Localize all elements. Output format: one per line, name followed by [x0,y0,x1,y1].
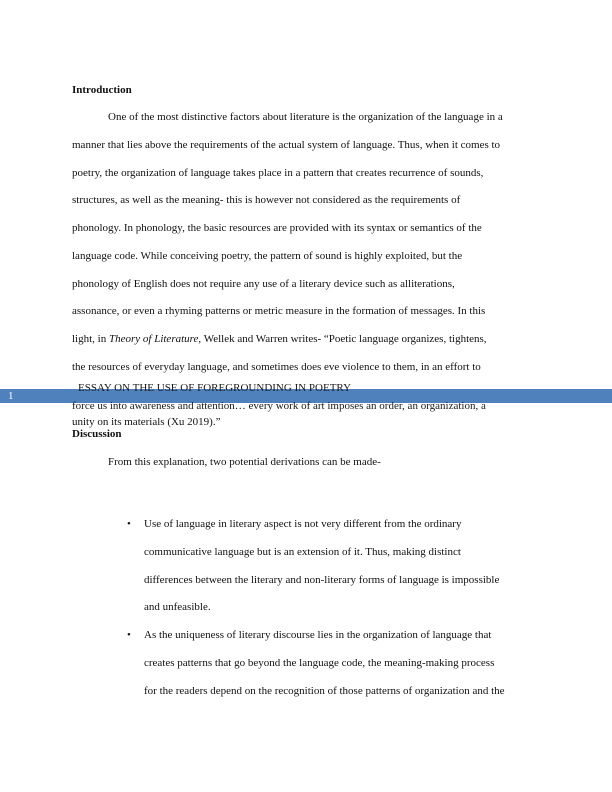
intro-line-11: force us into awareness and attention… every work of art imposes an order, an organization, a [72,400,486,412]
running-head: ESSAY ON THE USE OF FOREGROUNDING IN POETRY [78,382,352,394]
intro-line-1: One of the most distinctive factors about literature is the organization of the language in a [108,111,503,123]
intro-line-7: phonology of English does not require any use of a literary device such as alliterations, [72,278,455,290]
intro-line-4: structures, as well as the meaning- this is however not considered as the requirements of [72,194,461,206]
intro-line-12: unity on its materials (Xu 2019).” [72,416,221,428]
intro-line-2: manner that lies above the requirements of the actual system of language. Thus, when it comes to [72,139,501,151]
bullet-1-dot: • [127,518,131,530]
introduction-heading: Introduction [72,84,132,96]
intro-line-9 [72,333,487,346]
bullet-2-line-1: As the uniqueness of literary discourse lies in the organization of language that [144,629,492,641]
book-title: Theory of Literature [108,333,199,345]
bullet-2-line-3: for the readers depend on the recognition of those patterns of organization and the [144,685,505,697]
intro-line-6: language code. While conceiving poetry, the pattern of sound is highly exploited, but the [72,250,463,262]
intro-line-5: phonology. In phonology, the basic resources are provided with its syntax or semantics of the [72,222,482,234]
intro-line-8: assonance, or even a rhyming patterns or metric measure in the formation of messages. In this [72,305,486,317]
bullet-1-line-2: communicative language but is an extension of it. Thus, making distinct [144,546,461,558]
bullet-2-line-2: creates patterns that go beyond the language code, the meaning-making process [144,657,495,669]
intro-line-3: poetry, the organization of language takes place in a pattern that creates recurrence of sounds, [72,167,484,179]
intro-line-9-post: , Wellek and Warren writes- “Poetic language organizes, tightens, [198,333,487,345]
discussion-heading: Discussion [72,428,122,440]
intro-line-9-pre: light, in [72,333,109,345]
discussion-intro: From this explanation, two potential derivations can be made- [108,456,381,468]
bullet-1-line-4: and unfeasible. [144,601,211,613]
bullet-2-dot: • [127,629,131,641]
bullet-1-line-3: differences between the literary and non-literary forms of language is impossible [144,574,500,586]
page-number: 1 [8,390,14,402]
intro-line-10: the resources of everyday language, and sometimes does eve violence to them, in an effort to [72,361,481,373]
bullet-1-line-1: Use of language in literary aspect is not very different from the ordinary [144,518,462,530]
